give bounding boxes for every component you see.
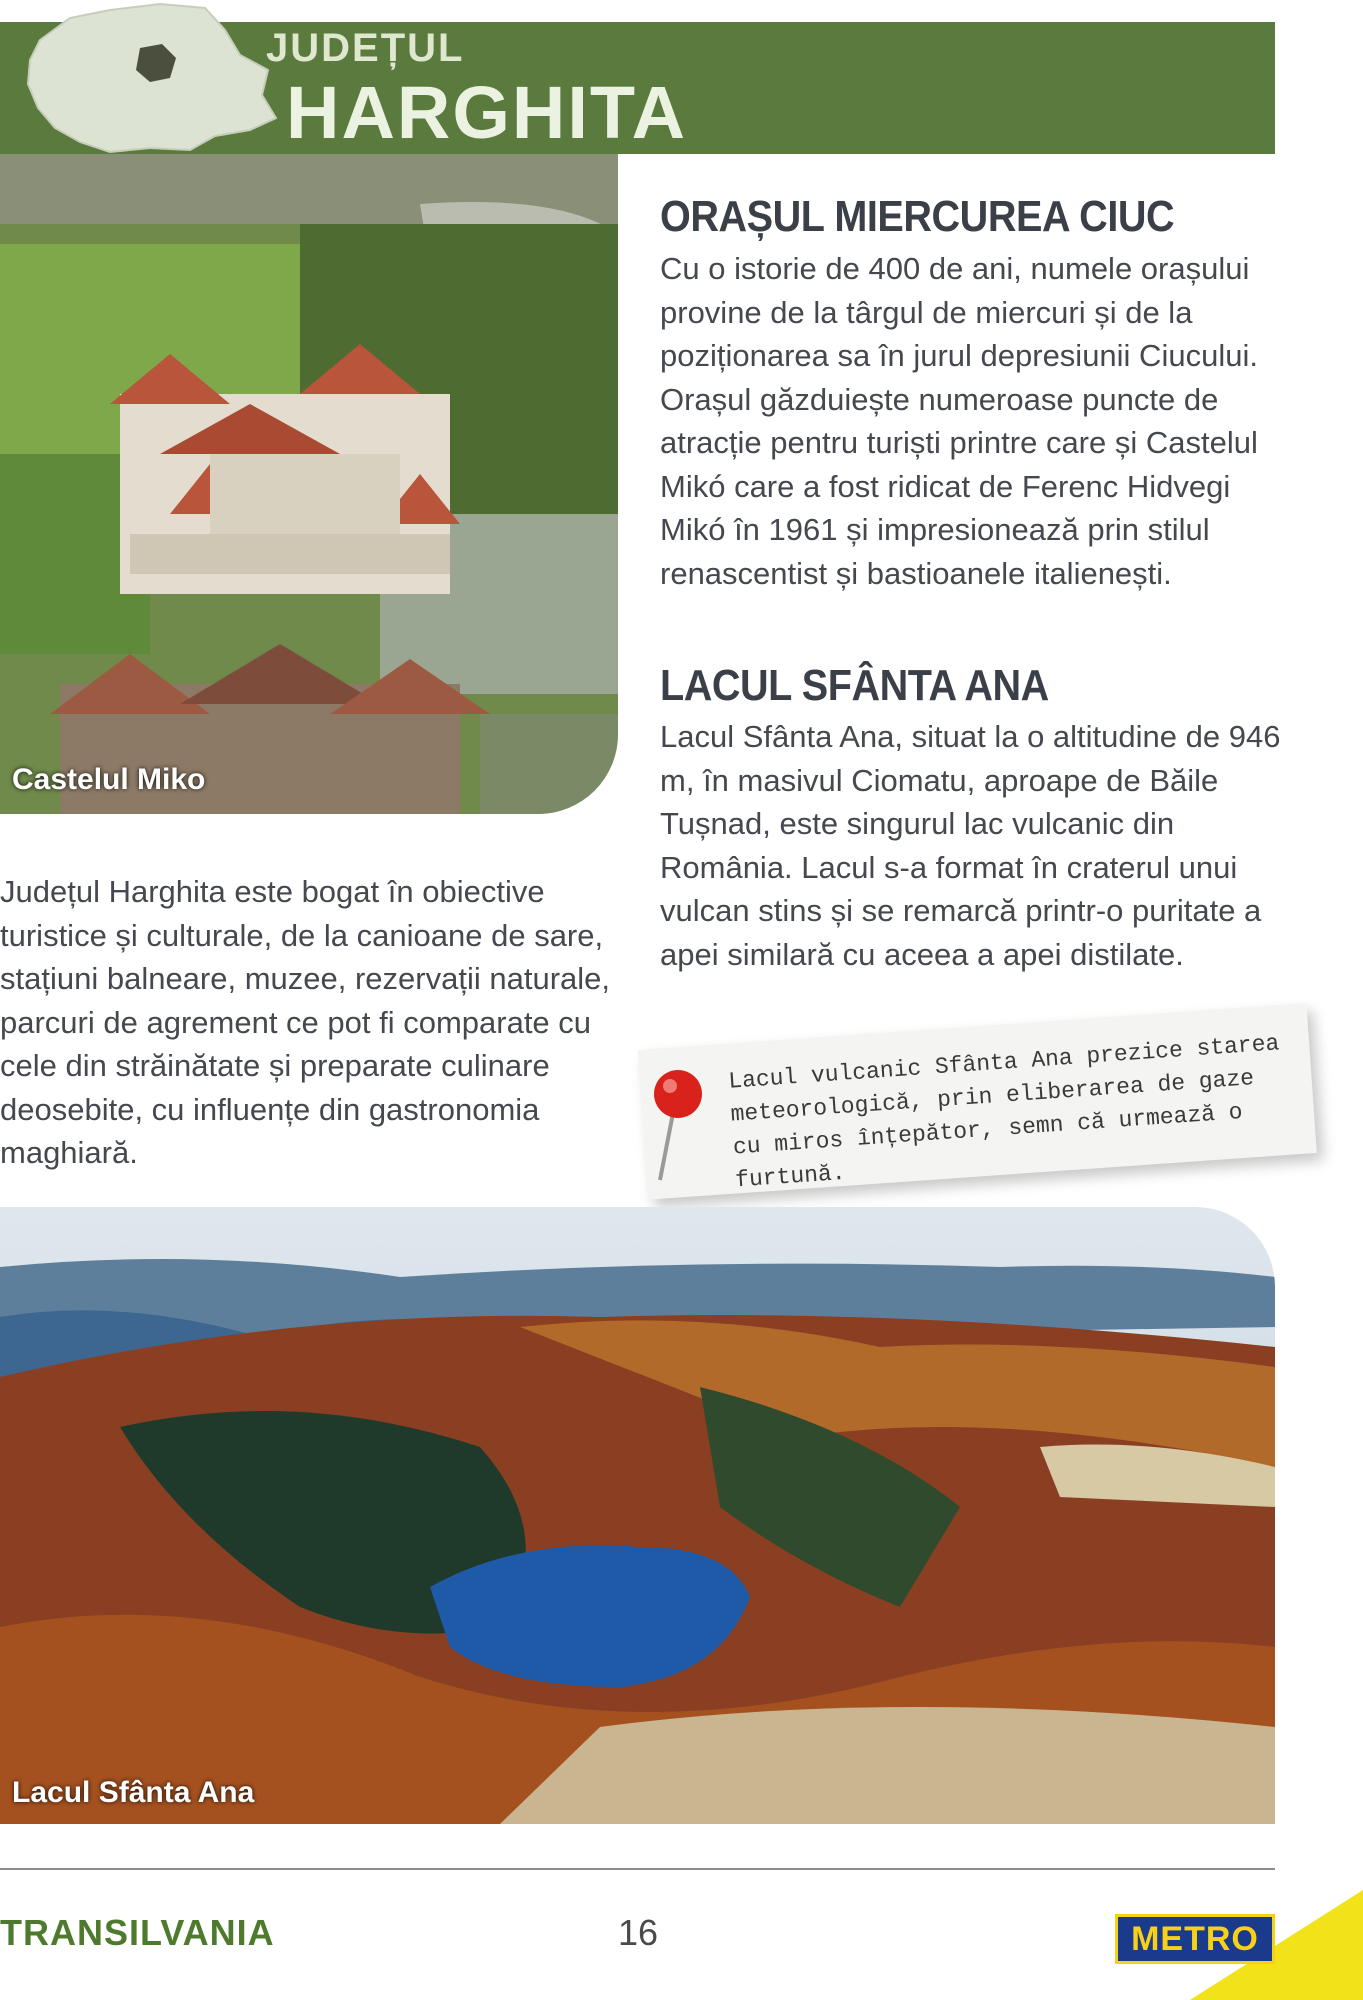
intro-paragraph: Județul Harghita este bogat în obiective turistice și culturale, de la canioane de sare, stațiuni balneare, muzee, rezervații naturale, parcuri de agrement ce pot fi comparate cu cele din străinătate și preparate culinare deosebite, cu influențe din gastronomia maghiară. — [0, 874, 610, 1170]
lake-photo — [0, 1207, 1275, 1824]
castle-photo-caption: Castelul Miko — [12, 763, 206, 796]
section-title-sfanta-ana: LACUL SFÂNTA ANA — [660, 661, 1049, 710]
metro-logo: METRO — [1115, 1914, 1275, 1964]
footer-divider — [0, 1868, 1275, 1870]
castle-photo — [0, 154, 618, 814]
footer-region-label: TRANSILVANIA — [0, 1912, 275, 1953]
romania-map-icon — [0, 0, 290, 160]
section-text-sfanta-ana: Lacul Sfânta Ana, situat la o altitudine de 946 m, în masivul Ciomatu, aproape de Băile Tușnad, este singurul lac vulcanic din România. Lacul s-a format în craterul unui vulcan stins și se remarcă printr-o puritate a apei similară cu aceea a apei distilate. — [660, 719, 1281, 972]
county-label: JUDEȚUL — [266, 26, 465, 70]
lake-photo-caption: Lacul Sfânta Ana — [12, 1776, 255, 1809]
push-pin-icon — [646, 1068, 706, 1188]
section-text-miercurea-ciuc: Cu o istorie de 400 de ani, numele orașului provine de la târgul de miercuri și de la poziționarea sa în jurul depresiunii Ciucului. Orașul găzduiește numeroase puncte de atracție pentru turiști printre care și Castelul Mikó care a fost ridicat de Ferenc Hidvegi Mikó în 1961 și impresionează prin stilul renascentist și bastioanele italienești. — [660, 251, 1258, 591]
page-number: 16 — [618, 1912, 659, 1953]
section-title-miercurea-ciuc: ORAȘUL MIERCUREA CIUC — [660, 192, 1175, 241]
fun-fact-text: Lacul vulcanic Sfânta Ana prezice starea meteorologică, prin eliberarea de gaze cu miros înțepător, semn că urmează o furtună. — [727, 1030, 1281, 1194]
county-name: HARGHITA — [286, 71, 688, 154]
fun-fact-note — [638, 1003, 1317, 1199]
